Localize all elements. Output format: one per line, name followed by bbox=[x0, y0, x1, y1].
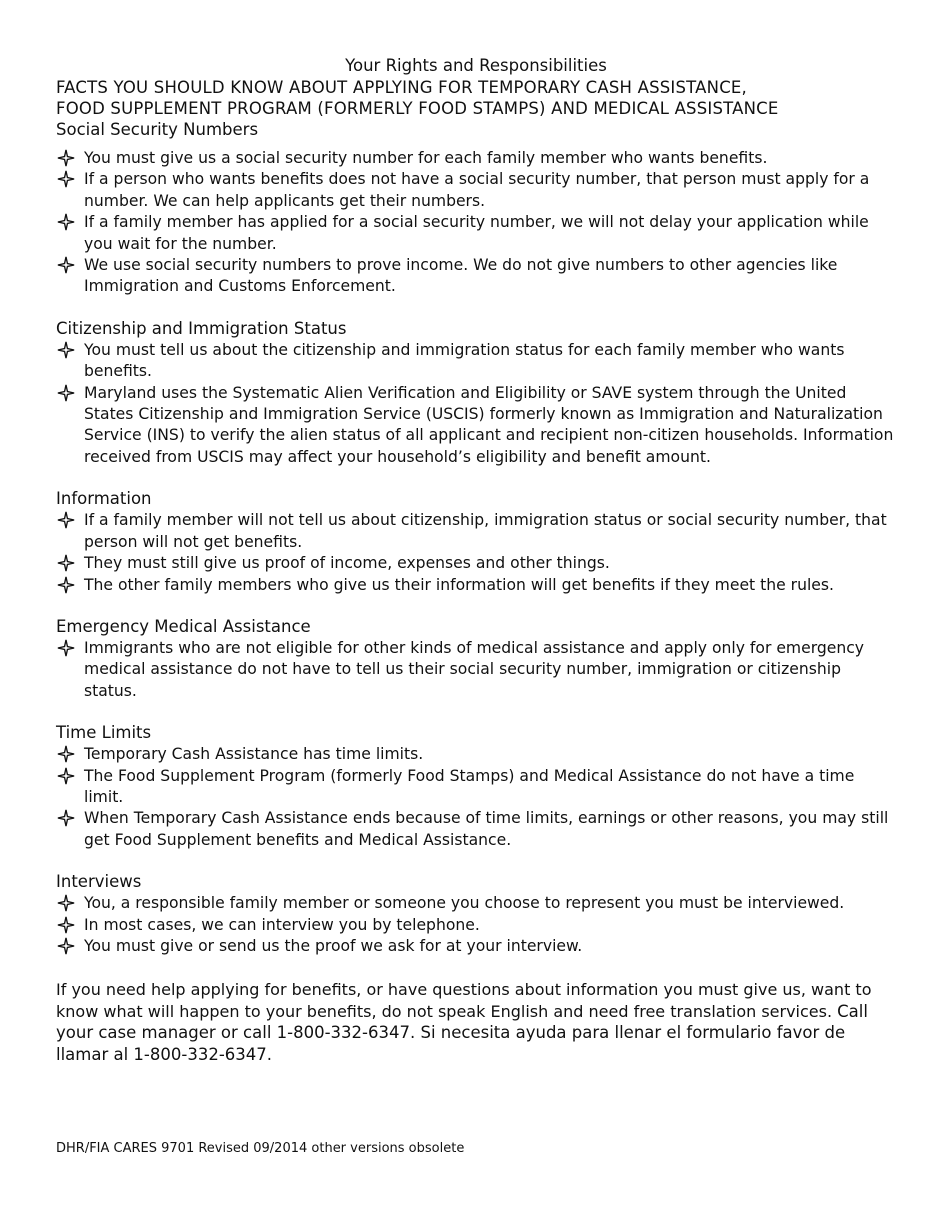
list-item-text: Immigrants who are not eligible for other kinds of medical assistance and apply only for emergency medical assistance do not have to tell us their social security number, immigration or citizenship status. bbox=[84, 638, 865, 700]
four-pointed-star-icon bbox=[57, 809, 75, 827]
list-item bbox=[56, 766, 896, 809]
four-pointed-star-icon bbox=[57, 213, 75, 231]
list-item bbox=[56, 255, 896, 298]
section bbox=[56, 318, 896, 468]
four-pointed-star-icon bbox=[57, 511, 75, 529]
form-identifier: DHR/FIA CARES 9701 Revised 09/2014 other versions obsolete bbox=[56, 1141, 465, 1156]
section-heading: Citizenship and Immigration Status bbox=[56, 318, 347, 338]
list-item bbox=[56, 638, 896, 702]
list-item-text: In most cases, we can interview you by telephone. bbox=[84, 915, 480, 934]
list-item-text: Temporary Cash Assistance has time limits. bbox=[84, 745, 424, 764]
list-item-text: You must tell us about the citizenship and immigration status for each family member who wants benefits. bbox=[84, 340, 845, 381]
list-item bbox=[56, 808, 896, 851]
section bbox=[56, 616, 896, 702]
list-item bbox=[56, 383, 896, 469]
document-page bbox=[56, 55, 896, 1065]
bullet-list bbox=[56, 744, 896, 851]
four-pointed-star-icon bbox=[57, 639, 75, 657]
list-item-text: If a family member has applied for a social security number, we will not delay your application while you wait for the number. bbox=[84, 213, 869, 253]
four-pointed-star-icon bbox=[57, 170, 75, 188]
list-item-text: The Food Supplement Program (formerly Food Stamps) and Medical Assistance do not have a time limit. bbox=[84, 766, 855, 806]
list-item bbox=[56, 169, 896, 212]
four-pointed-star-icon bbox=[57, 745, 75, 763]
help-paragraph bbox=[56, 977, 896, 1065]
list-item-text: You must give or send us the proof we ask for at your interview. bbox=[84, 936, 583, 955]
list-item bbox=[56, 553, 896, 574]
list-item bbox=[56, 148, 896, 169]
bullet-list bbox=[56, 340, 896, 468]
section-heading: Emergency Medical Assistance bbox=[56, 616, 311, 636]
section-heading: Interviews bbox=[56, 872, 142, 892]
four-pointed-star-icon bbox=[57, 894, 75, 912]
list-item-text: If a person who wants benefits does not have a social security number, that person must apply for a number. We can help applicants get their numbers. bbox=[84, 170, 870, 210]
list-item bbox=[56, 744, 896, 765]
bullet-list bbox=[56, 893, 896, 957]
section bbox=[56, 722, 896, 851]
list-item-text: You must give us a social security number for each family member who wants benefits. bbox=[84, 149, 768, 167]
sections-container bbox=[56, 119, 896, 957]
four-pointed-star-icon bbox=[57, 554, 75, 572]
list-item bbox=[56, 893, 896, 914]
list-item-text: You, a responsible family member or someone you choose to represent you must be interviewed. bbox=[84, 894, 845, 913]
section bbox=[56, 488, 896, 596]
bullet-list bbox=[56, 148, 896, 298]
bullet-list bbox=[56, 638, 896, 702]
document-title: Your Rights and Responsibilities bbox=[345, 56, 607, 75]
four-pointed-star-icon bbox=[57, 341, 75, 359]
section bbox=[56, 119, 896, 298]
list-item-text: We use social security numbers to prove income. We do not give numbers to other agencies like Immigration and Customs Enforcement. bbox=[84, 256, 838, 296]
document-subtitle-line-2: FOOD SUPPLEMENT PROGRAM (FORMERLY FOOD STAMPS) AND MEDICAL ASSISTANCE bbox=[56, 99, 779, 118]
four-pointed-star-icon bbox=[57, 384, 75, 402]
list-item-text: The other family members who give us their information will get benefits if they meet the rules. bbox=[84, 575, 834, 594]
document-subtitle-line-1: FACTS YOU SHOULD KNOW ABOUT APPLYING FOR TEMPORARY CASH ASSISTANCE, bbox=[56, 78, 747, 97]
list-item bbox=[56, 936, 896, 957]
section-heading: Information bbox=[56, 489, 152, 509]
help-paragraph-call-text: Call your case manager or call 1-800-332-6347. Si necesita ayuda para llenar el formulario favor de llamar al 1-800-332-6347. bbox=[56, 1001, 868, 1064]
help-paragraph-text: If you need help applying for benefits, or have questions about information you must give us, want to know what will happen to your benefits, do not speak English and need free translation services. bbox=[56, 980, 872, 1021]
list-item bbox=[56, 510, 896, 553]
four-pointed-star-icon bbox=[57, 937, 75, 955]
list-item bbox=[56, 575, 896, 596]
list-item bbox=[56, 212, 896, 255]
bullet-list bbox=[56, 510, 896, 596]
list-item-text: They must still give us proof of income, expenses and other things. bbox=[84, 554, 610, 573]
section-heading: Social Security Numbers bbox=[56, 120, 259, 139]
list-item-text: Maryland uses the Systematic Alien Verification and Eligibility or SAVE system through the United States Citizenship and Immigration Service (USCIS) formerly known as Immigration and Naturalization Service (INS) to verify the alien status of all applicant and recipient non-citizen households. Information received from USCIS may affect your household’s eligibility and benefit amount. bbox=[84, 383, 894, 466]
list-item bbox=[56, 340, 896, 383]
four-pointed-star-icon bbox=[57, 576, 75, 594]
section-heading: Time Limits bbox=[56, 723, 152, 743]
list-item-text: If a family member will not tell us about citizenship, immigration status or social security number, that person will not get benefits. bbox=[84, 511, 887, 551]
four-pointed-star-icon bbox=[57, 916, 75, 934]
section bbox=[56, 871, 896, 957]
four-pointed-star-icon bbox=[57, 767, 75, 785]
list-item bbox=[56, 915, 896, 936]
four-pointed-star-icon bbox=[57, 256, 75, 274]
list-item-text: When Temporary Cash Assistance ends because of time limits, earnings or other reasons, you may still get Food Supplement benefits and Medical Assistance. bbox=[84, 809, 889, 849]
four-pointed-star-icon bbox=[57, 149, 75, 167]
